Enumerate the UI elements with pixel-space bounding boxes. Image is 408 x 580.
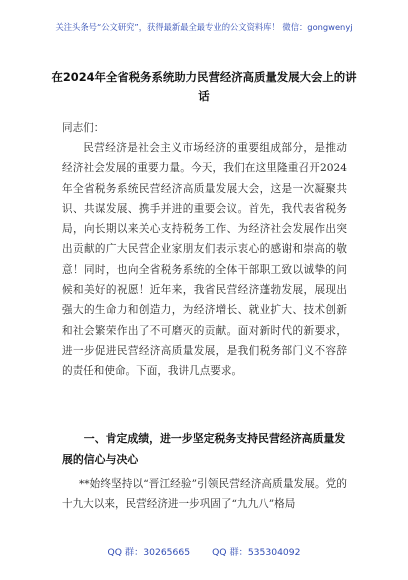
- section-heading: 一、肯定成绩，进一步坚定税务支持民营经济高质量发展的信心与决心: [62, 432, 346, 466]
- section-paragraph: **始终坚持以“晋江经验”引领民营经济高质量发展。党的十九大以来，民营经济进一步巩固了“九九八”格局: [62, 478, 347, 511]
- document-title: 在2024年全省税务系统助力民营经济高质量发展大会上的讲话: [51, 70, 357, 103]
- qq-group-2: QQ 群：535304092: [212, 547, 301, 558]
- salutation: 同志们：: [62, 122, 105, 134]
- promo-banner: 关注头条号“公文研究”，获得最新最全最专业的公文资料库！ 微信：gongwenyj: [55, 22, 353, 32]
- intro-paragraph: 民营经济是社会主义市场经济的重要组成部分，是推动经济社会发展的重要力量。今天，我们在这里隆重召开2024年全省税务系统民营经济高质量发展大会，这是一次凝聚共识、共谋发展、携手并进的重要会议。首先，我代表省税务局，向长期以来关心支持税务工作、为经济社会发展作出突出贡献的广大民营企业家朋友们表示衷心的感谢和崇高的敬意！同时，也向全省税务系统的全体干部职工致以诚挚的问候和美好的祝愿！近年来，我省民营经济蓬勃发展，展现出强大的生命力和创造力，为经济增长、就业扩大、技术创新和社会繁荣作出了不可磨灭的贡献。面对新时代的新要求，进一步促进民营经济高质量发展，是我们税务部门义不容辞的责任和使命。下面，我讲几点要求。: [62, 142, 347, 378]
- footer-contact: [0, 546, 408, 560]
- qq-group-1: QQ 群：30265665: [107, 547, 191, 558]
